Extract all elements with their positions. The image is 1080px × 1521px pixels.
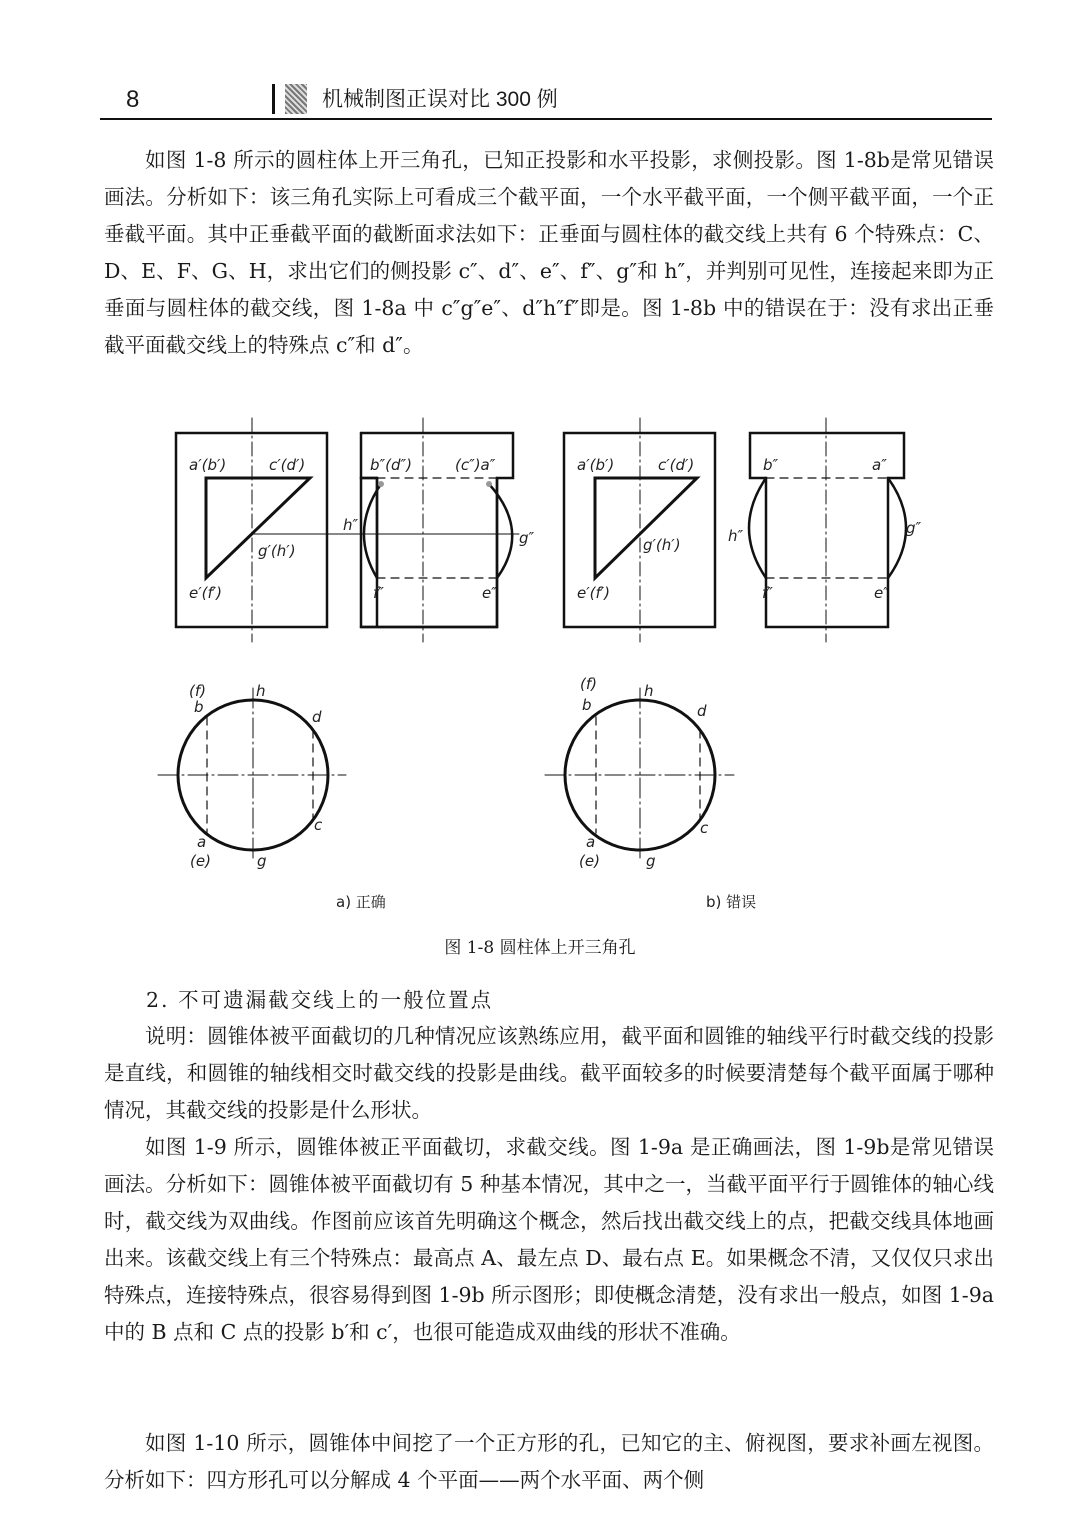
label-b-top-g: g <box>646 852 656 870</box>
figure-caption: 图 1-8 圆柱体上开三角孔 <box>444 938 636 958</box>
label-b-top-c: c <box>700 819 709 837</box>
label-a-side-b: b″(d″) <box>370 456 412 474</box>
label-b-top-h: h <box>644 682 654 700</box>
figure-1-8 <box>0 400 1080 920</box>
sub-caption-a: a) 正确 <box>336 893 386 911</box>
fig-a-side-view <box>361 418 513 642</box>
label-a-front-cd: c′(d′) <box>269 456 306 474</box>
label-b-side-h: h″ <box>728 527 744 545</box>
header-rule <box>100 118 992 120</box>
label-b-side-g: g″ <box>906 519 922 537</box>
label-a-top-c: c <box>314 816 323 834</box>
label-a-top-e: (e) <box>190 852 211 870</box>
label-b-side-b: b″ <box>763 456 779 474</box>
paragraph-3: 如图 1-9 所示，圆锥体被正平面截切，求截交线。图 1-9a 是正确画法，图 1-9b是常见错误画法。分析如下：圆锥体被平面截切有 5 种基本情况，其中之一，当截平面平行于圆锥体的轴心线时，截交线为双曲线。作图前应该首先明确这个概念，然后找出截交线上的点，把截交线具体地画出来。该截交线上有三个特殊点：最高点 A、最左点 D、最右点 E。如果概念不清，又仅仅只求出特殊点，连接特殊点，很容易得到图 1-9b 所示图形；即使概念清楚，没有求出一般点，如图 1-9a 中的 B 点和 C 点的投影 b′和 c′，也很可能造成双曲线的形状不准确。 <box>104 1135 994 1344</box>
paragraph-4: 如图 1-10 所示，圆锥体中间挖了一个正方形的孔，已知它的主、俯视图，要求补画左视图。分析如下：四方形孔可以分解成 4 个平面——两个水平面、两个侧 <box>104 1431 994 1492</box>
label-b-front-ef: e′(f′) <box>577 584 611 602</box>
label-b-side-e: e″ <box>874 584 889 602</box>
section-title: 2. 不可遗漏截交线上的一般位置点 <box>146 988 494 1012</box>
label-b-side-a: a″ <box>872 456 887 474</box>
book-title: 机械制图正误对比 300 例 <box>322 88 558 111</box>
label-a-top-f: (f) <box>189 682 206 700</box>
label-b-top-d: d <box>697 702 707 720</box>
label-a-top-b: b <box>194 698 204 716</box>
paragraph-2: 说明：圆锥体被平面截切的几种情况应该熟练应用，截平面和圆锥的轴线平行时截交线的投影是直线，和圆锥的轴线相交时截交线的投影是曲线。截平面较多的时候要清楚每个截平面属于哪种情况，其截交线的投影是什么形状。 <box>104 1024 994 1122</box>
label-a-side-c: (c″)a″ <box>455 456 496 474</box>
header-pattern-block <box>285 84 307 114</box>
label-a-front-ef: e′(f′) <box>189 584 223 602</box>
label-b-top-b: b <box>582 696 592 714</box>
label-a-side-h: h″ <box>343 516 359 534</box>
header-divider <box>272 84 275 114</box>
label-a-side-f: f″ <box>373 584 384 602</box>
page-header <box>100 82 992 118</box>
label-a-top-d: d <box>312 708 322 726</box>
sub-caption-b: b) 错误 <box>706 893 757 911</box>
fig-b-front-view <box>564 418 715 642</box>
label-a-top-h: h <box>256 682 266 700</box>
page-number: 8 <box>126 86 140 113</box>
label-a-front-gh: g′(h′) <box>258 542 296 560</box>
label-b-top-a: a <box>586 833 596 851</box>
fig-b-side-view <box>749 418 906 642</box>
label-b-side-f: f″ <box>762 584 773 602</box>
label-a-side-e: e″ <box>482 584 497 602</box>
label-b-front-gh: g′(h′) <box>643 536 681 554</box>
label-a-top-g: g <box>257 852 267 870</box>
label-b-top-f: (f) <box>580 675 597 693</box>
paragraph-1: 如图 1-8 所示的圆柱体上开三角孔，已知正投影和水平投影，求侧投影。图 1-8b是常见错误画法。分析如下：该三角孔实际上可看成三个截平面，一个水平截平面，一个侧平截平面，一个正垂截平面。其中正垂截平面的截断面求法如下：正垂面与圆柱体的截交线上共有 6 个特殊点：C、D、E、F、G、H，求出它们的侧投影 c″、d″、e″、f″、g″和 h″，并判别可见性，连接起来即为正垂面与圆柱体的截交线，图 1-8a 中 c″g″e″、d″h″f″即是。图 1-8b 中的错误在于：没有求出正垂截平面截交线上的特殊点 c″和 d″。 <box>104 148 994 357</box>
label-a-side-g: g″ <box>519 529 535 547</box>
label-b-front-ab: a′(b′) <box>577 456 615 474</box>
label-a-front-ab: a′(b′) <box>189 456 227 474</box>
label-b-top-e: (e) <box>579 852 600 870</box>
label-a-top-a: a <box>197 833 207 851</box>
label-b-front-cd: c′(d′) <box>658 456 695 474</box>
